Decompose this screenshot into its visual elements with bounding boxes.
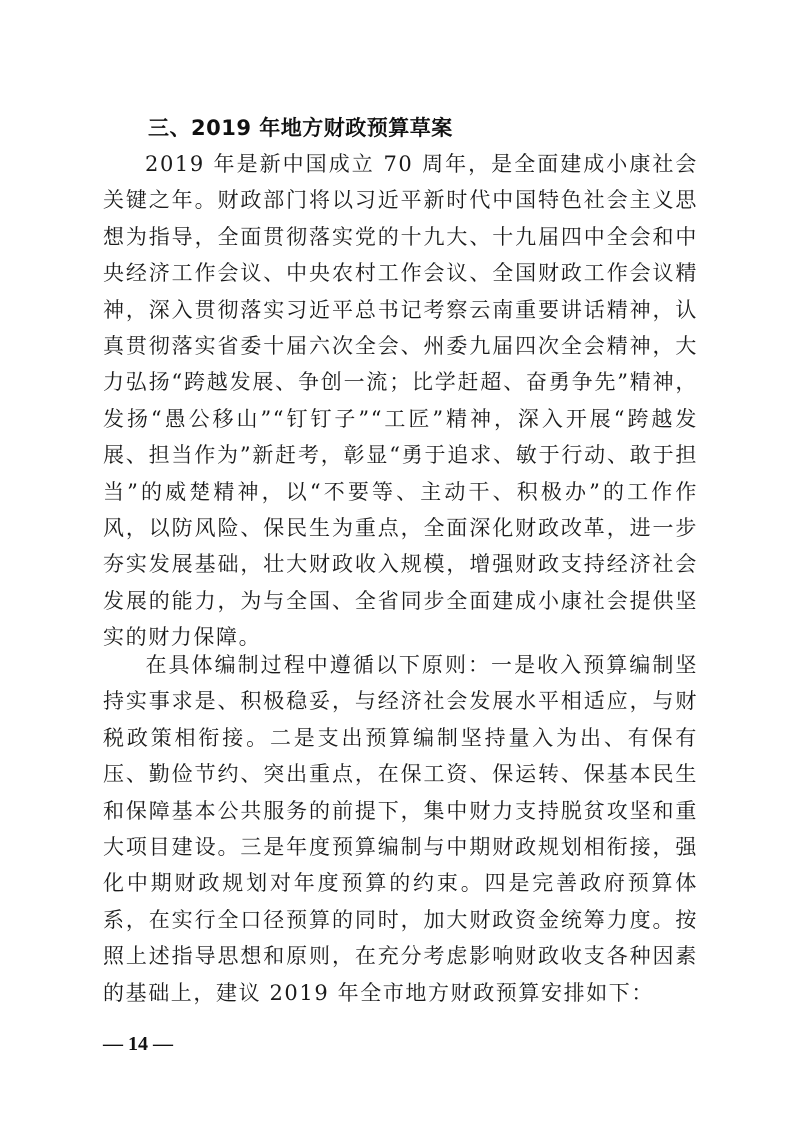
section-heading: 三、2019 年地方财政预算草案 — [148, 116, 453, 140]
paragraph-2-text: 在具体编制过程中遵循以下原则：一是收入预算编制坚持实事求是、积极稳妥，与经济社会发展水平相适应，与财税政策相衔接。二是支出预算编制坚持量入为出、有保有压、勤俭节约、突出重点，在保工资、保运转、保基本民生和保障基本公共服务的前提下，集中财力支持脱贫攻坚和重大项目建设。三是年度预算编制与中期财政规划相衔接，强化中期财政规划对年度预算的约束。四是完善政府预算体系，在实行全口径预算的同时，加大财政资金统筹力度。按照上述指导思想和原则，在充分考虑影响财政收支各种因素的基础上，建议 2019 年全市地方财政预算安排如下： — [103, 653, 698, 1005]
paragraph-1 — [103, 146, 698, 656]
page-number: — 14 — — [103, 1033, 173, 1055]
paragraph-2 — [103, 647, 698, 1011]
paragraph-1-text: 2019 年是新中国成立 70 周年，是全面建成小康社会关键之年。财政部门将以习近平新时代中国特色社会主义思想为指导，全面贯彻落实党的十九大、十九届四中全会和中央经济工作会议、中央农村工作会议、全国财政工作会议精神，深入贯彻落实习近平总书记考察云南重要讲话精神，认真贯彻落实省委十届六次全会、州委九届四次全会精神，大力弘扬“跨越发展、争创一流；比学赶超、奋勇争先”精神，发扬“愚公移山”“钉钉子”“工匠”精神，深入开展“跨越发展、担当作为”新赶考，彰显“勇于追求、敏于行动、敢于担当”的威楚精神，以“不要等、主动干、积极办”的工作作风，以防风险、保民生为重点，全面深化财政改革，进一步夯实发展基础，壮大财政收入规模，增强财政支持经济社会发展的能力，为与全国、全省同步全面建成小康社会提供坚实的财力保障。 — [103, 152, 698, 650]
